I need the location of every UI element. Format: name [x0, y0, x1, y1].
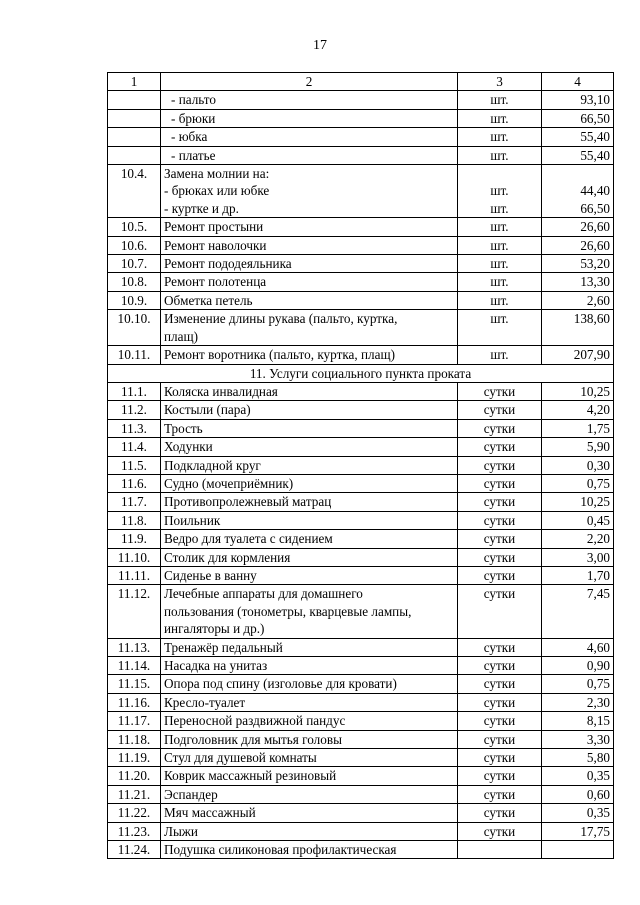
- item-price: 13,30: [542, 273, 614, 291]
- item-unit: [458, 165, 542, 218]
- item-price: 4,60: [542, 638, 614, 656]
- item-price: 66,50: [542, 109, 614, 127]
- table-row: [108, 530, 614, 548]
- item-name: [161, 255, 458, 273]
- item-name-line: Лечебные аппараты для домашнего: [164, 586, 363, 602]
- item-name: [161, 785, 458, 803]
- item-price: 10,25: [542, 382, 614, 400]
- item-price: 93,10: [542, 91, 614, 109]
- item-price: 17,75: [542, 822, 614, 840]
- item-number: 11.13.: [108, 638, 161, 656]
- item-unit: сутки: [458, 657, 542, 675]
- price-table: [107, 72, 614, 859]
- item-name: [161, 804, 458, 822]
- item-price: 3,30: [542, 730, 614, 748]
- item-price: 207,90: [542, 346, 614, 364]
- item-name: [161, 693, 458, 711]
- item-number: 11.6.: [108, 474, 161, 492]
- item-name: [161, 310, 458, 346]
- table-row: [108, 749, 614, 767]
- item-price: 1,70: [542, 566, 614, 584]
- table-row: [108, 236, 614, 254]
- item-name-line: Подголовник для мытья головы: [164, 731, 342, 747]
- item-number: 10.8.: [108, 273, 161, 291]
- item-price: 138,60: [542, 310, 614, 346]
- item-price-line: [545, 165, 610, 182]
- item-name-line: - брюки: [171, 110, 216, 126]
- item-name-line: Лыжи: [164, 823, 198, 839]
- item-name: [161, 456, 458, 474]
- item-name: [161, 712, 458, 730]
- item-number: 11.4.: [108, 438, 161, 456]
- item-name-line: Опора под спину (изголовье для кровати): [164, 676, 397, 692]
- item-number: [108, 146, 161, 164]
- item-price: 4,20: [542, 401, 614, 419]
- table-row: [108, 638, 614, 656]
- table-row: [108, 346, 614, 364]
- table-row: [108, 401, 614, 419]
- item-price: 5,90: [542, 438, 614, 456]
- item-price: 1,75: [542, 419, 614, 437]
- item-name-line: - куртке и др.: [164, 200, 239, 216]
- item-number: 11.7.: [108, 493, 161, 511]
- item-number: 11.22.: [108, 804, 161, 822]
- item-name-line: Противопролежневый матрац: [164, 494, 332, 510]
- item-unit: шт.: [458, 128, 542, 146]
- item-name-line: Эспандер: [164, 786, 218, 802]
- header-cell-number: 1: [108, 73, 161, 91]
- item-name: [161, 218, 458, 236]
- section-row: [108, 364, 614, 382]
- item-name-line: - платье: [171, 147, 216, 163]
- item-name: [161, 548, 458, 566]
- item-name-line: Обметка петель: [164, 292, 253, 308]
- table-row: [108, 566, 614, 584]
- item-name: [161, 419, 458, 437]
- item-price: 0,60: [542, 785, 614, 803]
- table-row: [108, 91, 614, 109]
- header-cell-name: 2: [161, 73, 458, 91]
- item-unit: шт.: [458, 146, 542, 164]
- item-number: 10.7.: [108, 255, 161, 273]
- item-unit-line: шт.: [490, 183, 509, 199]
- item-number: 11.14.: [108, 657, 161, 675]
- table-row: [108, 382, 614, 400]
- item-number: 11.8.: [108, 511, 161, 529]
- item-number: 10.6.: [108, 236, 161, 254]
- table-row: [108, 822, 614, 840]
- table-row: [108, 438, 614, 456]
- table-row: [108, 146, 614, 164]
- item-unit: сутки: [458, 585, 542, 638]
- item-price: 5,80: [542, 749, 614, 767]
- item-number: 11.2.: [108, 401, 161, 419]
- item-price: 0,90: [542, 657, 614, 675]
- item-unit: шт.: [458, 109, 542, 127]
- item-price-line: 44,40: [580, 183, 610, 199]
- table-row: [108, 218, 614, 236]
- item-name-line: Стул для душевой комнаты: [164, 750, 317, 766]
- item-name-line: Ходунки: [164, 439, 213, 455]
- item-number: 10.9.: [108, 291, 161, 309]
- table-row: [108, 310, 614, 346]
- item-unit: сутки: [458, 511, 542, 529]
- item-name-line: Ремонт пододеяльника: [164, 256, 292, 272]
- item-name: [161, 749, 458, 767]
- item-price: 55,40: [542, 128, 614, 146]
- item-name-line: Мяч массажный: [164, 805, 256, 821]
- item-number: 11.19.: [108, 749, 161, 767]
- item-name-line: Сиденье в ванну: [164, 567, 257, 583]
- item-unit: шт.: [458, 291, 542, 309]
- item-name-line: - юбка: [171, 129, 208, 145]
- item-name-line: Столик для кормления: [164, 549, 291, 565]
- item-name: [161, 401, 458, 419]
- table-row: [108, 511, 614, 529]
- item-number: [108, 91, 161, 109]
- item-number: 11.21.: [108, 785, 161, 803]
- item-number: 10.11.: [108, 346, 161, 364]
- item-name: [161, 657, 458, 675]
- page-number: 17: [313, 38, 327, 53]
- item-price: 55,40: [542, 146, 614, 164]
- item-name: [161, 767, 458, 785]
- item-number: 10.5.: [108, 218, 161, 236]
- item-name: [161, 585, 458, 638]
- item-price: 8,15: [542, 712, 614, 730]
- item-name: [161, 511, 458, 529]
- table-row: [108, 657, 614, 675]
- table-row: [108, 730, 614, 748]
- item-number: 11.12.: [108, 585, 161, 638]
- item-unit: сутки: [458, 548, 542, 566]
- item-unit: сутки: [458, 382, 542, 400]
- item-unit: сутки: [458, 638, 542, 656]
- item-name: [161, 438, 458, 456]
- item-name: [161, 236, 458, 254]
- item-name-line: Замена молнии на:: [164, 166, 270, 182]
- item-price: 0,35: [542, 767, 614, 785]
- item-name-line: Ремонт воротника (пальто, куртка, плащ): [164, 347, 396, 363]
- item-unit: сутки: [458, 566, 542, 584]
- item-price: 2,60: [542, 291, 614, 309]
- item-price: [542, 841, 614, 859]
- item-number: 11.10.: [108, 548, 161, 566]
- item-name: [161, 841, 458, 859]
- item-unit-line: [461, 165, 538, 182]
- item-unit: сутки: [458, 401, 542, 419]
- item-number: 11.24.: [108, 841, 161, 859]
- item-number: [108, 128, 161, 146]
- item-name-line: Трость: [164, 420, 203, 436]
- item-name: [161, 822, 458, 840]
- section-title: 11. Услуги социального пункта проката: [108, 364, 614, 382]
- item-name: [161, 730, 458, 748]
- item-unit: сутки: [458, 474, 542, 492]
- table-row: [108, 712, 614, 730]
- header-cell-unit: 3: [458, 73, 542, 91]
- item-name-line: Коврик массажный резиновый: [164, 768, 337, 784]
- item-name: [161, 346, 458, 364]
- item-name-line: Насадка на унитаз: [164, 658, 268, 673]
- table-row: [108, 767, 614, 785]
- item-name: [161, 566, 458, 584]
- item-name: [161, 675, 458, 693]
- item-unit: шт.: [458, 346, 542, 364]
- item-name-line: Ведро для туалета с сидением: [164, 531, 333, 547]
- item-name-line: Переносной раздвижной пандус: [164, 713, 346, 729]
- item-unit: шт.: [458, 218, 542, 236]
- item-name: [161, 146, 458, 164]
- item-number: 11.17.: [108, 712, 161, 730]
- item-number: [108, 109, 161, 127]
- item-number: 11.23.: [108, 822, 161, 840]
- table-row: [108, 165, 614, 218]
- item-unit: сутки: [458, 730, 542, 748]
- table-row: [108, 474, 614, 492]
- item-name-line: Тренажёр педальный: [164, 639, 283, 655]
- item-unit: сутки: [458, 675, 542, 693]
- item-name: [161, 109, 458, 127]
- item-name-line: ингаляторы и др.): [164, 621, 265, 637]
- item-price: 0,75: [542, 675, 614, 693]
- table-row: [108, 109, 614, 127]
- item-price: [542, 165, 614, 218]
- item-price: 0,35: [542, 804, 614, 822]
- table-row: [108, 128, 614, 146]
- item-name: [161, 128, 458, 146]
- item-name: [161, 382, 458, 400]
- item-name-line: - брюках или юбке: [164, 183, 270, 199]
- item-price: 0,45: [542, 511, 614, 529]
- item-unit: сутки: [458, 767, 542, 785]
- item-name-line: Судно (мочеприёмник): [164, 475, 294, 491]
- item-number: 11.16.: [108, 693, 161, 711]
- item-number: 11.15.: [108, 675, 161, 693]
- table-row: [108, 493, 614, 511]
- item-name-line: Ремонт простыни: [164, 219, 264, 235]
- header-cell-price: 4: [542, 73, 614, 91]
- item-unit: сутки: [458, 438, 542, 456]
- item-price: 2,30: [542, 693, 614, 711]
- item-unit: сутки: [458, 712, 542, 730]
- item-number: 11.1.: [108, 382, 161, 400]
- table-row: [108, 548, 614, 566]
- item-price-line: 66,50: [580, 200, 610, 216]
- item-name-line: Подушка силиконовая профилактическая: [164, 842, 397, 858]
- item-number: 10.10.: [108, 310, 161, 346]
- item-name: [161, 638, 458, 656]
- item-unit: шт.: [458, 273, 542, 291]
- item-name: [161, 165, 458, 218]
- item-unit: шт.: [458, 310, 542, 346]
- item-name-line: Кресло-туалет: [164, 694, 246, 710]
- table-row: [108, 585, 614, 638]
- item-number: 11.18.: [108, 730, 161, 748]
- item-number: 11.5.: [108, 456, 161, 474]
- item-unit: сутки: [458, 822, 542, 840]
- item-name: [161, 530, 458, 548]
- item-unit: сутки: [458, 693, 542, 711]
- item-name-line: Подкладной круг: [164, 457, 261, 473]
- table-row: [108, 291, 614, 309]
- item-unit-line: шт.: [490, 200, 509, 216]
- item-price: 53,20: [542, 255, 614, 273]
- item-unit: [458, 841, 542, 859]
- item-name-line: - пальто: [171, 92, 216, 108]
- table-row: [108, 804, 614, 822]
- item-name: [161, 493, 458, 511]
- item-price: 0,30: [542, 456, 614, 474]
- item-number: 11.11.: [108, 566, 161, 584]
- item-unit: сутки: [458, 419, 542, 437]
- item-number: 11.3.: [108, 419, 161, 437]
- item-unit: сутки: [458, 493, 542, 511]
- item-name-line: пользования (тонометры, кварцевые лампы,: [164, 603, 412, 619]
- item-price: 0,75: [542, 474, 614, 492]
- item-unit: сутки: [458, 456, 542, 474]
- item-name: [161, 474, 458, 492]
- item-name-line: плащ): [164, 328, 199, 344]
- item-unit: сутки: [458, 804, 542, 822]
- item-name: [161, 91, 458, 109]
- table-row: [108, 273, 614, 291]
- item-price: 2,20: [542, 530, 614, 548]
- item-unit: сутки: [458, 530, 542, 548]
- item-name-line: Костыли (пара): [164, 402, 251, 418]
- item-price: 3,00: [542, 548, 614, 566]
- item-name-line: Ремонт полотенца: [164, 274, 267, 290]
- item-unit: шт.: [458, 236, 542, 254]
- item-number: 11.9.: [108, 530, 161, 548]
- table-row: [108, 255, 614, 273]
- table-row: [108, 456, 614, 474]
- item-number: 10.4.: [108, 165, 161, 218]
- table-row: [108, 693, 614, 711]
- item-name-line: Изменение длины рукава (пальто, куртка,: [164, 311, 398, 327]
- table-header-row: [108, 73, 614, 91]
- item-unit: шт.: [458, 255, 542, 273]
- item-unit: сутки: [458, 785, 542, 803]
- item-unit: сутки: [458, 749, 542, 767]
- item-price: 26,60: [542, 236, 614, 254]
- item-number: 11.20.: [108, 767, 161, 785]
- item-price: 26,60: [542, 218, 614, 236]
- item-price: 10,25: [542, 493, 614, 511]
- item-name-line: Коляска инвалидная: [164, 383, 278, 399]
- item-name: [161, 291, 458, 309]
- item-price: 7,45: [542, 585, 614, 638]
- table-row: [108, 785, 614, 803]
- table-row: [108, 675, 614, 693]
- item-name: [161, 273, 458, 291]
- table-row: [108, 419, 614, 437]
- item-name-line: Поильник: [164, 512, 221, 528]
- item-name-line: Ремонт наволочки: [164, 237, 267, 253]
- item-unit: шт.: [458, 91, 542, 109]
- table-row: [108, 841, 614, 859]
